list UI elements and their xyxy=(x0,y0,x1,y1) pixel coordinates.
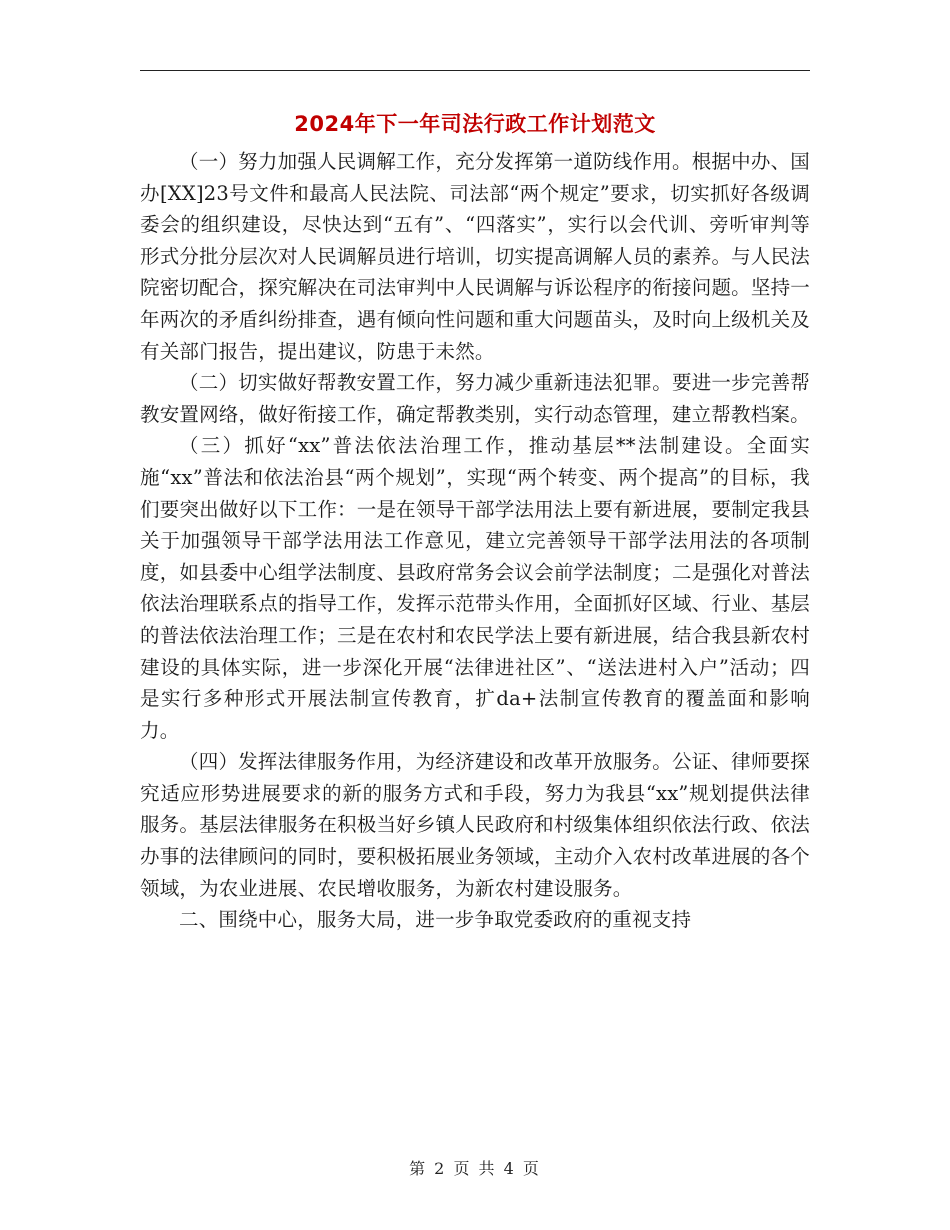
header-rule xyxy=(140,70,810,71)
paragraph-2: （二）切实做好帮教安置工作，努力减少重新违法犯罪。要进一步完善帮教安置网络，做好衔接工作，确定帮教类别，实行动态管理，建立帮教档案。 xyxy=(140,371,810,426)
paragraph-3: （三）抓好“xx”普法依法治理工作，推动基层**法制建设。全面实施“xx”普法和依法治县“两个规划”，实现“两个转变、两个提高”的目标，我们要突出做好以下工作：一是在领导干部学法用法上要有新进展，要制定我县关于加强领导干部学法用法工作意见，建立完善领导干部学法用法的各项制度，如县委中心组学法制度、县政府常务会议会前学法制度；二是强化对普法依法治理联系点的指导工作，发挥示范带头作用，全面抓好区域、行业、基层的普法依法治理工作；三是在农村和农民学法上要有新进展，结合我县新农村建设的具体实际，进一步深化开展“法律进社区”、“送法进村入户”活动；四是实行多种形式开展法制宣传教育，扩da+法制宣传教育的覆盖面和影响力。 xyxy=(140,434,810,742)
paragraph-4: （四）发挥法律服务作用，为经济建设和改革开放服务。公证、律师要探究适应形势进展要求的新的服务方式和手段，努力为我县“xx”规划提供法律服务。基层法律服务在积极当好乡镇人民政府和村级集体组织依法行政、依法办事的法律顾问的同时，要积极拓展业务领域，主动介入农村改革进展的各个领域，为农业进展、农民增收服务，为新农村建设服务。 xyxy=(140,750,810,900)
paragraph-1: （一）努力加强人民调解工作，充分发挥第一道防线作用。根据中办、国办[XX]23号文件和最高人民法院、司法部“两个规定”要求，切实抓好各级调委会的组织建设，尽快达到“五有”、“四落实”，实行以会代训、旁听审判等形式分批分层次对人民调解员进行培训，切实提高调解人员的素养。与人民法院密切配合，探究解决在司法审判中人民调解与诉讼程序的衔接问题。坚持一年两次的矛盾纠纷排查，遇有倾向性问题和重大问题苗头，及时向上级机关及有关部门报告，提出建议，防患于未然。 xyxy=(140,150,810,363)
document-title: 2024年下一年司法行政工作计划范文 xyxy=(294,112,656,136)
page-number-footer: 第 2 页 共 4 页 xyxy=(409,1159,541,1178)
document-body xyxy=(140,146,810,936)
section-heading-2: 二、围绕中心，服务大局，进一步争取党委政府的重视支持 xyxy=(179,908,692,932)
